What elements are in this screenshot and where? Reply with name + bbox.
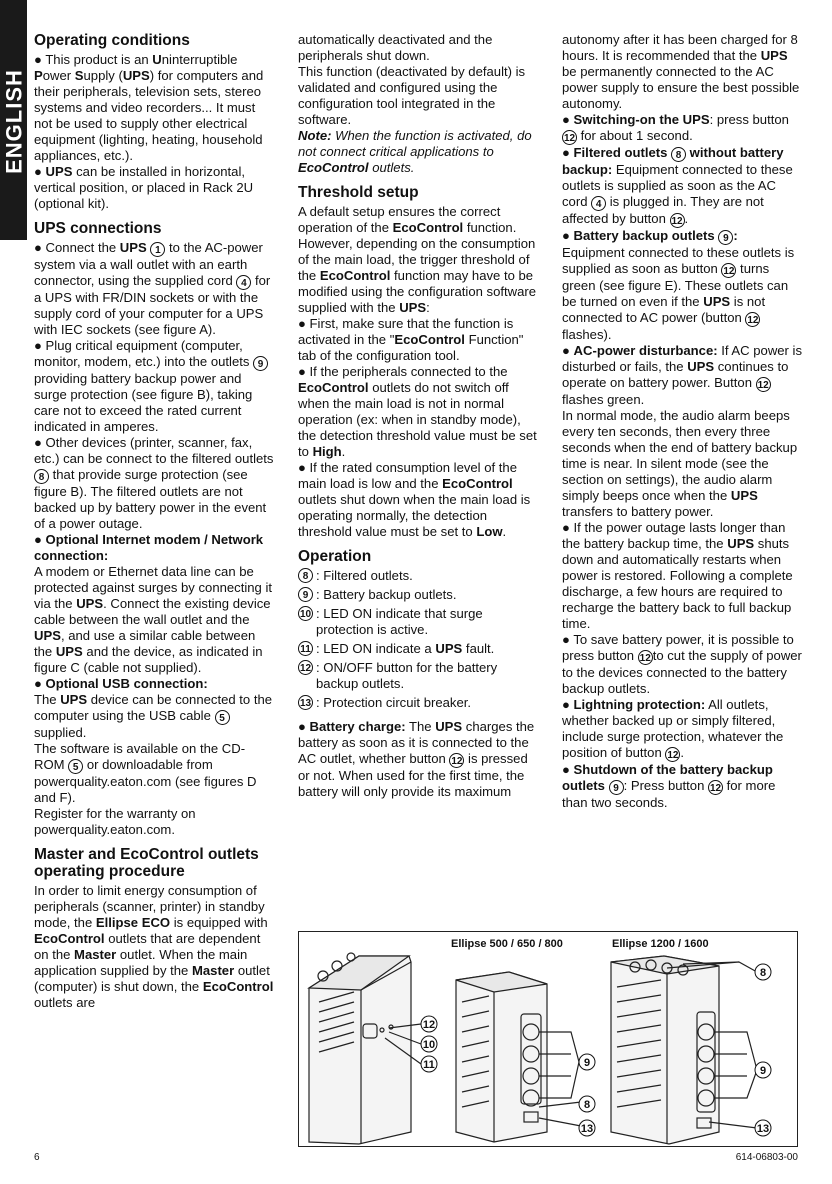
svg-text:11: 11 (423, 1059, 435, 1071)
operating-conditions-p2: ● UPS can be installed in horizontal, vertical position, or placed in Rack 2U (optional kit). (34, 164, 254, 211)
callout-number: 12 (745, 312, 760, 327)
battery-backup-outlets-text: ● Battery backup outlets 9 : Equipment connected to these outlets is supplied as soon as button 12 turns green (see figure E). These outlets can be turned on even if the UPS is not connected to AC power (button 12 flashes). (562, 228, 795, 342)
callout-number: 12 (562, 130, 577, 145)
callout-number: 12 (756, 377, 771, 392)
operating-conditions-p1: ● This product is an Uninterruptible Power Supply (UPS) for computers and their peripherals, television sets, stereo systems and video recorders... It must not be used to supply other electrical equipment (lighting, heating, household appliances, etc.). (34, 52, 264, 163)
svg-text:8: 8 (759, 967, 767, 979)
svg-text:9: 9 (759, 1065, 767, 1077)
column-1 (34, 32, 274, 1011)
operation-legend (298, 568, 538, 711)
operating-conditions-heading: Operating conditions (34, 32, 190, 49)
callout-12 (421, 1016, 437, 1032)
svg-text:8: 8 (583, 1099, 591, 1111)
power-outage-text: ● If the power outage lasts longer than the battery backup time, the UPS shuts down and automatically restarts when power is restored. Following a complete discharge, a few hours are required to recharge the battery back to full backup time. (562, 520, 793, 631)
callout-number: 9 (609, 780, 624, 795)
callout-10 (421, 1036, 437, 1052)
battery-charge-text: ● Battery charge: The UPS charges the battery as soon as it is connected to the AC outlet, whether button 12 is pressed or not. When used for the first time, the battery will only provide its maximum (298, 719, 535, 799)
column-2 (298, 32, 538, 800)
callout-number: 12 (665, 747, 680, 762)
callout-13 (579, 1120, 595, 1136)
callout-number: 12 (449, 753, 464, 768)
legend-item: 8 : Filtered outlets. (298, 568, 538, 584)
usb-connection-text: The UPS device can be connected to the computer using the USB cable 5 supplied. (34, 692, 273, 740)
callout-number: 12 (708, 780, 723, 795)
threshold-intro: A default setup ensures the correct operation of the EcoControl function. However, depending on the consumption of the main load, the trigger threshold of the EcoControl function may have to be modified using the configuration software supplied with the UPS: (298, 204, 537, 315)
svg-text:9: 9 (583, 1057, 591, 1069)
save-battery-text: ● To save battery power, it is possible to press button 12 to cut the supply of power to the devices connected to the battery backup outlets. (562, 632, 802, 696)
ups-figure (298, 931, 798, 1147)
column-3 (562, 32, 802, 811)
legend-item: 12 : ON/OFF button for the battery backup outlets. (299, 660, 498, 691)
callout-9 (579, 1054, 595, 1070)
callout-number: 5 (215, 710, 230, 725)
callout-number: 8 (34, 469, 49, 484)
callout-number: 9 (718, 230, 733, 245)
modem-connection-text: A modem or Ethernet data line can be protected against surges by connecting it via the UPS. Connect the existing device cable between the wall outlet and the UPS, and use a similar cable between the UPS and the device, as indicated in figure C (cable not supplied). (34, 564, 273, 675)
warranty-text: Register for the warranty on powerquality.eaton.com. (34, 806, 196, 837)
callout-9-large (755, 1062, 771, 1078)
eco-note: Note: When the function is activated, do not connect critical applications to EcoControl outlets. (298, 128, 532, 175)
eco-function-text: This function (deactivated by default) is validated and configured using the configuration tool integrated in the software. (298, 64, 526, 127)
lightning-protection-text: ● Lightning protection: All outlets, whether backed up or simply filtered, include surge protection, whatever the position of button 12 . (562, 697, 784, 761)
usb-connection-title: ● Optional USB connection: (34, 676, 208, 691)
ups-connection-step-3: ● Other devices (printer, scanner, fax, etc.) can be connect to the filtered outlets 8 that provide surge protection (see figure B). The filtered outlets are not backed up by battery power in the event of a power outage. (34, 435, 274, 531)
legend-item: 10 : LED ON indicate that surge protection is active. (299, 606, 483, 637)
figure-label-small: Ellipse 500 / 650 / 800 (451, 938, 563, 950)
ups-horizontal-unit (309, 953, 411, 1144)
svg-text:12: 12 (422, 1019, 436, 1031)
document-code: 614-06803-00 (735, 1152, 798, 1163)
software-text: The software is available on the CD-ROM 5 or downloadable from powerquality.eaton.com (see figures D and F). (34, 741, 257, 805)
callout-number: 4 (236, 275, 251, 290)
svg-text:13: 13 (756, 1123, 770, 1135)
ups-connection-step-2: ● Plug critical equipment (computer, monitor, modem, etc.) into the outlets 9 providing battery backup power and surge protection (see figure B), taking care not to exceed the rated current indicated in amperes. (34, 338, 274, 435)
modem-connection-title: ● Optional Internet modem / Network connection: (34, 532, 264, 563)
callout-8-large (755, 964, 771, 980)
ups-medium-unit (456, 972, 547, 1142)
legend-item: 13 : Protection circuit breaker. (299, 695, 472, 710)
callout-13-large (755, 1120, 771, 1136)
threshold-step-1: ● First, make sure that the function is activated in the "EcoControl Function" tab of the configuration tool. (298, 316, 524, 363)
ups-illustration (299, 932, 799, 1148)
callout-number: 4 (591, 196, 606, 211)
legend-item: 11 : LED ON indicate a UPS fault. (298, 641, 538, 657)
callout-number: 5 (68, 759, 83, 774)
callout-number: 12 (670, 213, 685, 228)
language-side-tab (0, 0, 27, 240)
master-ecocontrol-heading: Master and EcoControl outlets operating procedure (34, 846, 259, 880)
legend-item: 9 : Battery backup outlets. (298, 587, 538, 603)
operation-heading: Operation (298, 548, 372, 565)
callout-number: 9 (253, 356, 268, 371)
language-label: ENGLISH (1, 69, 27, 174)
eco-deactivation-text: automatically deactivated and the peripherals shut down. (298, 32, 493, 63)
callout-number: 12 (721, 263, 736, 278)
ac-disturbance-text: ● AC-power disturbance: If AC power is disturbed or fails, the UPS continues to operate on battery power. Button 12 flashes green. (562, 343, 803, 407)
threshold-step-2: ● If the peripherals connected to the EcoControl outlets do not switch off when the main load is not in normal operation (ex: when in standby mode), the detection threshold value must be set to High. (298, 364, 537, 459)
svg-text:13: 13 (580, 1123, 594, 1135)
callout-number: 12 (638, 650, 653, 665)
ups-connection-step-1: ● Connect the UPS 1 to the AC-power system via a wall outlet with an earth connector, using the supplied cord 4 for a UPS with FR/DIN sockets or with the supply cord of your computer for a UPS with IEC sockets (see figure A). (34, 240, 271, 337)
ups-connections-heading: UPS connections (34, 220, 162, 237)
threshold-step-3: ● If the rated consumption level of the main load is low and the EcoControl outlets shut down when the main load is operating normally, the detection threshold value must be set to Low. (298, 460, 531, 539)
figure-label-large: Ellipse 1200 / 1600 (612, 938, 709, 950)
master-ecocontrol-text: In order to limit energy consumption of peripherals (scanner, printer) in standby mode, the Ellipse ECO is equipped with EcoControl outlets that are dependent on the Master outlet. When the main application supplied by the Master outlet (computer) is shut down, the EcoControl outlets are (34, 883, 274, 1010)
callout-number: 8 (671, 147, 686, 162)
page-number: 6 (34, 1152, 40, 1163)
ups-large-unit (611, 956, 719, 1144)
callout-11 (421, 1056, 437, 1072)
audio-alarm-text: In normal mode, the audio alarm beeps every ten seconds, then every three seconds when the end of battery backup time is near. In silent mode (see the section on settings), the audio alarm simply beeps once when the UPS transfers to battery power. (562, 408, 798, 519)
switching-on-text: ● Switching-on the UPS: press button 12 for about 1 second. (562, 112, 789, 144)
callout-8 (579, 1096, 595, 1112)
filtered-outlets-text: ● Filtered outlets 8 without battery backup: Equipment connected to these outlets is supplied as soon as the AC cord 4 is plugged in. They are not affected by button 12 . (562, 145, 793, 227)
shutdown-text: ● Shutdown of the battery backup outlets 9 : Press button 12 for more than two seconds. (562, 762, 776, 810)
callout-number: 1 (150, 242, 165, 257)
autonomy-text: autonomy after it has been charged for 8 hours. It is recommended that the UPS be permanently connected to the AC power supply to ensure the best possible autonomy. (562, 32, 800, 111)
svg-text:10: 10 (422, 1039, 436, 1051)
threshold-setup-heading: Threshold setup (298, 184, 419, 201)
